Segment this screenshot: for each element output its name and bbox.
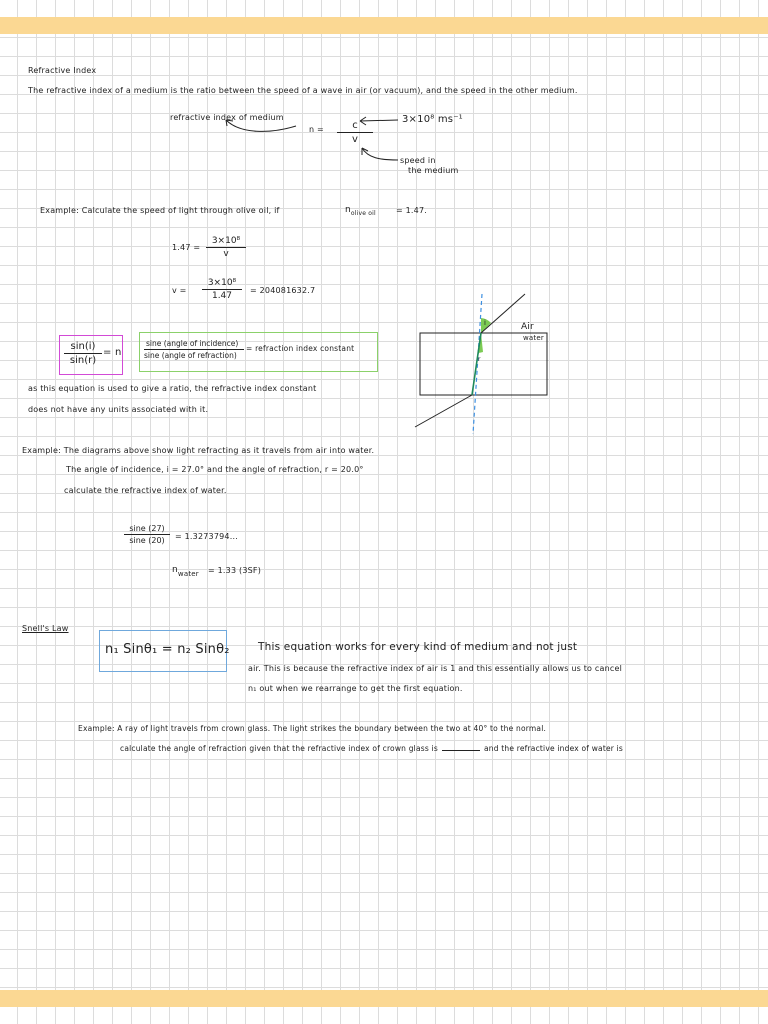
spacer — [113, 125, 303, 135]
normal-line — [473, 294, 482, 434]
example2-calc-num: sine (27) — [124, 524, 170, 535]
answer-blank[interactable] — [442, 750, 480, 751]
formula-n: n = — [309, 125, 324, 134]
formula-label: refractive index of medium — [170, 113, 284, 122]
snell-explain-line3: n₁ out when we rearrange to get the first equation. — [248, 684, 463, 693]
example2-calc-result: = 1.3273794... — [175, 532, 238, 541]
ratio-note-line2: does not have any units associated with it. — [28, 405, 209, 414]
formula-denominator: v — [352, 134, 358, 145]
example1-prompt: Example: Calculate the speed of light through olive oil, if — [40, 206, 280, 215]
example2-n-subscript: water — [177, 570, 199, 578]
sine-words-num: sine (angle of incidence) — [144, 339, 244, 350]
diagram-label-r: r — [478, 356, 481, 363]
example2-calc-den: sine (20) — [129, 536, 165, 545]
section-heading-refractive-index: Refractive Index — [28, 66, 97, 75]
sine-words-result: = refraction index constant — [246, 344, 355, 353]
water-block — [420, 333, 547, 395]
emergent-ray — [415, 395, 472, 427]
step2-lhs: v = — [172, 286, 187, 295]
sin-ratio-eq: = n — [103, 347, 122, 358]
definition-text: The refractive index of a medium is the ratio between the speed of a wave in air (or vacuum), and the speed in the other medium. — [28, 86, 578, 95]
snell-example-line2 — [120, 744, 623, 753]
snell-example-line2a: calculate the angle of refraction given that the refractive index of crown glass is — [120, 744, 438, 753]
step2-denominator: 1.47 — [211, 291, 233, 301]
example2-line3: calculate the refractive index of water. — [64, 486, 227, 495]
snell-explain-line1: This equation works for every kind of medium and not just — [258, 641, 578, 653]
formula-numerator: c — [337, 120, 373, 133]
step1-numerator: 3×10⁸ — [206, 236, 246, 248]
example1-n-value: = 1.47. — [396, 206, 428, 215]
step1-denominator: v — [223, 249, 229, 259]
snell-equation: n₁ Sinθ₁ = n₂ Sinθ₂ — [105, 642, 230, 657]
example1-n-symbol: n — [345, 205, 351, 215]
snell-heading: Snell's Law — [22, 624, 69, 633]
diagram-label-water: water — [523, 334, 544, 342]
example2-n-result: = 1.33 (3SF) — [208, 566, 262, 575]
example2-n — [172, 565, 199, 578]
arrow-to-n — [226, 120, 296, 131]
example2-line1: Example: The diagrams above show light refracting as it travels from air into water. — [22, 446, 375, 455]
arrow-to-c — [360, 120, 398, 121]
label-speed-in-line1: speed in — [400, 156, 436, 165]
label-speed-of-light: 3×10⁸ ms⁻¹ — [402, 114, 463, 125]
sin-ratio-den: sin(r) — [69, 355, 97, 366]
snell-example-line2b: and the refractive index of water is — [483, 744, 624, 753]
example2-n-symbol: n — [172, 565, 178, 575]
step2-result: = 204081632.7 — [250, 286, 316, 295]
example2-calc-fraction — [124, 524, 170, 545]
ratio-note-line1: as this equation is used to give a ratio, the refractive index constant — [28, 384, 317, 393]
sin-ratio-num: sin(i) — [64, 341, 102, 354]
example1-n-subscript: olive oil — [350, 210, 376, 217]
step2-numerator: 3×10⁸ — [202, 278, 242, 290]
snell-explain-line2: air. This is because the refractive index of air is 1 and this essentially allows us to cancel — [248, 664, 623, 673]
diagram-label-i: i — [484, 319, 487, 327]
step1-lhs: 1.47 = — [172, 243, 201, 252]
sine-words-den: sine (angle of refraction) — [144, 351, 237, 360]
diagram-label-air: Air — [521, 322, 534, 332]
incident-ray — [481, 294, 525, 333]
example2-line2: The angle of incidence, i = 27.0° and the angle of refraction, r = 20.0° — [66, 465, 364, 474]
snell-example-line1: Example: A ray of light travels from crown glass. The light strikes the boundary between the two at 40° to the normal. — [78, 724, 547, 733]
label-speed-in-line2: the medium — [408, 166, 459, 175]
arrow-to-v — [362, 148, 398, 160]
